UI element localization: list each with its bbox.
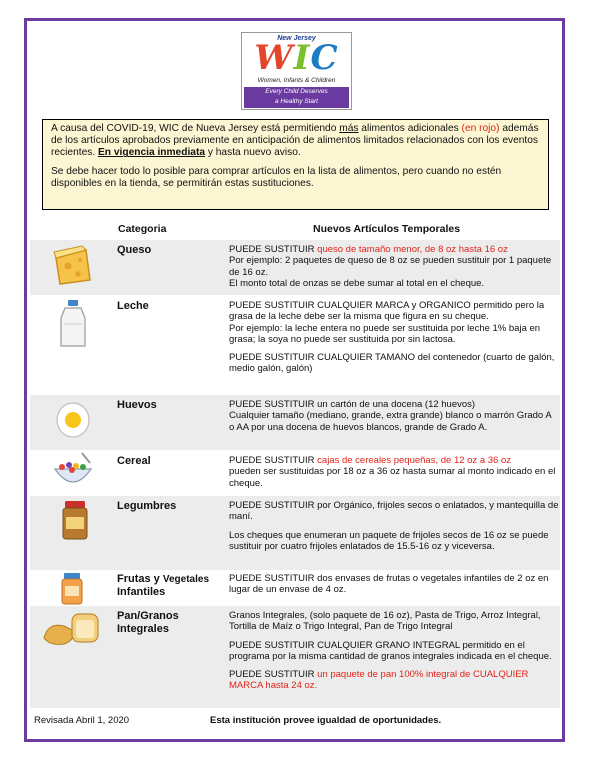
egg-icon <box>54 399 92 439</box>
row-description: PUEDE SUSTITUIR por Orgánico, frijoles secos o enlatados, y mantequilla de maní. Los cheques que enumeran un paquete de frijoles secos de 16 oz se puede sustituir por cuatro frijoles enlatados de 15.5-16 oz y viceversa. <box>229 500 559 552</box>
notice-paragraph-1: A causa del COVID-19, WIC de Nueva Jersey está permitiendo más alimentos adicionales (en rojo) además de los artículos aprobados previamente en anticipación de alimentos limitados relacionados con los eventos recientes. En vigencia inmediata y hasta nuevo aviso. <box>51 123 539 159</box>
logo-subtitle: Women, Infants & Children <box>257 77 336 84</box>
row-description: PUEDE SUSTITUIR queso de tamaño menor, de 8 oz hasta 16 oz Por ejemplo: 2 paquetes de queso de 8 oz se pueden sustituir por 1 paquete de 16 oz. El monto total de onzas se debe sumar al total en el cheque. <box>229 244 552 289</box>
covid-notice <box>42 119 549 210</box>
equal-opportunity-statement: Esta institución provee igualdad de oportunidades. <box>210 715 442 726</box>
notice-paragraph-2: Se debe hacer todo lo posible para comprar artículos en la lista de alimentos, pero cuando no estén disponibles en la tienda, se permitirán estas sustituciones. <box>51 165 502 189</box>
wic-logo <box>241 32 352 110</box>
category-label: Legumbres <box>117 500 177 512</box>
bread-icon <box>42 610 102 648</box>
category-label: Queso <box>117 244 152 256</box>
peanut-butter-jar-icon <box>60 500 90 540</box>
logo-tagline: Every Child Deserves a Healthy Start <box>244 87 349 108</box>
row-legumbres <box>30 496 560 570</box>
baby-food-jar-icon <box>60 572 84 606</box>
logo-wordmark: WIC <box>254 38 339 78</box>
row-huevos <box>30 395 560 450</box>
row-pan-granos-integrales <box>30 606 560 708</box>
row-description: PUEDE SUSTITUIR un cartón de una docena (12 huevos) Cualquier tamaño (mediano, grande, extra grande) blanco o marrón Grado A o AA por una docena de huevos blancos, grande de Grado A. <box>229 399 552 433</box>
category-label: Frutas y Vegetales Infantiles <box>117 573 210 598</box>
logo-region: New Jersey <box>277 35 316 42</box>
category-label: Cereal <box>117 455 151 467</box>
category-label: Pan/Granos Integrales <box>117 610 179 635</box>
row-description: PUEDE SUSTITUIR dos envases de frutas o vegetales infantiles de 2 oz en lugar de un envase de 4 oz. <box>229 573 549 596</box>
row-description: PUEDE SUSTITUIR cajas de cereales pequeñas, de 12 oz a 36 oz pueden ser sustituidas por 18 oz a 36 oz hasta sumar al monto indicado en el cheque. <box>229 455 556 489</box>
row-description: PUEDE SUSTITUIR CUALQUIER MARCA y ORGANICO permitido pero la grasa de la leche debe ser la misma que figura en su cheque. Por ejemplo: la leche entera no puede ser sustituida por leche 1% baja en grasa; la soya no puede ser sustituida por sin lactosa. PUEDE SUSTITUIR CUALQUIER TAMANO del contenedor (cuarto de galón, medio galón, galón) <box>229 300 555 375</box>
category-label: Leche <box>117 300 149 312</box>
column-header-items: Nuevos Artículos Temporales <box>313 223 461 235</box>
row-leche <box>30 296 560 394</box>
row-frutas-infantiles <box>30 571 560 605</box>
cereal-bowl-icon <box>52 451 94 491</box>
milk-icon <box>58 300 88 348</box>
cheese-icon <box>52 244 94 288</box>
column-header-category: Categoria <box>118 223 167 235</box>
revision-date: Revisada Abril 1, 2020 <box>34 715 130 726</box>
row-description: Granos Integrales, (solo paquete de 16 oz), Pasta de Trigo, Arroz Integral, Tortilla de Maíz o Trigo Integral, Pan de Trigo Integral PUEDE SUSTITUIR CUALQUIER GRANO INTEGRAL permitido en el programa por la misma cantidad de granos integrales indicada en el cheque. PUEDE SUSTITUIR un paquete de pan 100% integral de CUALQUIER MARCA hasta 24 oz. <box>229 610 552 692</box>
row-queso <box>30 240 560 295</box>
row-cereal <box>30 451 560 495</box>
category-label: Huevos <box>117 399 157 411</box>
